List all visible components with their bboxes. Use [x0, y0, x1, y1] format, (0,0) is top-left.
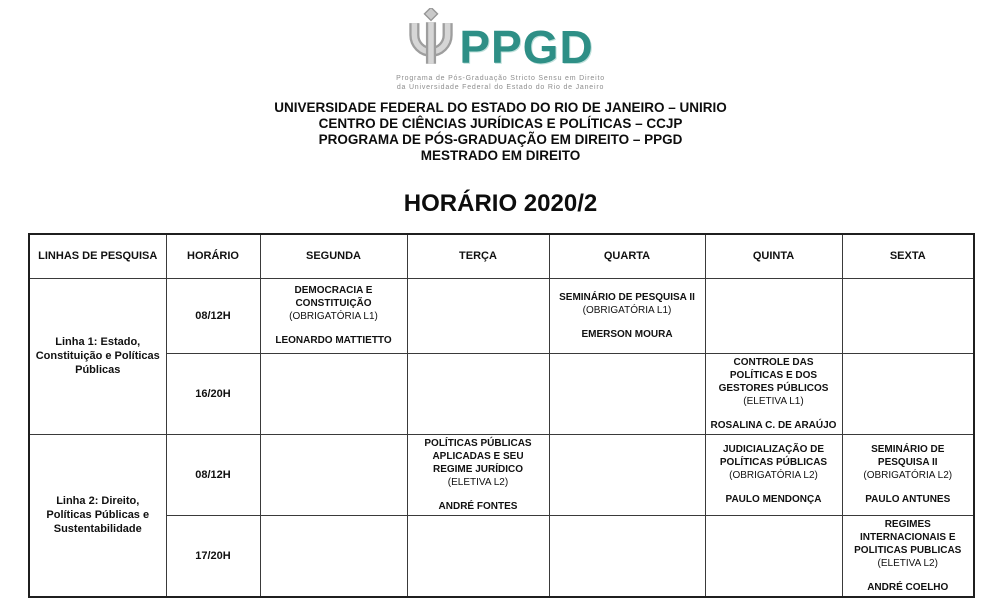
col-header-linhas: LINHAS DE PESQUISA [29, 234, 166, 278]
col-header-terca: TERÇA [407, 234, 549, 278]
linha2-cell: Linha 2: Direito, Políticas Públicas e Sustentabilidade [29, 434, 166, 597]
schedule-cell-terca [407, 353, 549, 434]
professor-name: LEONARDO MATTIETTO [275, 335, 392, 346]
col-header-segunda: SEGUNDA [260, 234, 407, 278]
unirio-logo-icon [407, 8, 455, 71]
header-degree: MESTRADO EM DIREITO [420, 148, 581, 163]
schedule-cell-segunda [260, 434, 407, 515]
schedule-cell-terca [407, 515, 549, 597]
table-row [29, 434, 974, 515]
schedule-cell-sexta [842, 278, 974, 353]
course-kind: (OBRIGATÓRIA L2) [729, 470, 818, 481]
header-program: PROGRAMA DE PÓS-GRADUAÇÃO EM DIREITO – PPGD [318, 132, 683, 147]
schedule-cell-sexta [842, 353, 974, 434]
col-header-horario: HORÁRIO [166, 234, 260, 278]
course-name: REGIMES INTERNACIONAIS E POLITICAS PUBLICAS [854, 518, 962, 556]
course-kind: (OBRIGATÓRIA L2) [863, 470, 953, 481]
schedule-cell-quarta [549, 278, 705, 353]
professor-name: ANDRÉ COELHO [867, 581, 949, 593]
institution-header [0, 100, 1001, 164]
table-row [29, 353, 974, 434]
schedule-cell-quarta [549, 353, 705, 434]
page-title: HORÁRIO 2020/2 [403, 190, 598, 217]
col-header-sexta: SEXTA [842, 234, 974, 278]
table-row [29, 515, 974, 597]
horario-cell: 08/12H [166, 278, 260, 353]
schedule-table [28, 233, 975, 598]
course-kind: (OBRIGATÓRIA L1) [289, 311, 378, 322]
course-name: JUDICIALIZAÇÃO DE POLÍTICAS PÚBLICAS [719, 444, 828, 468]
horario-cell: 16/20H [166, 353, 260, 434]
schedule-cell-sexta [842, 434, 974, 515]
course-kind: (OBRIGATÓRIA L1) [582, 304, 672, 316]
header-center: CENTRO DE CIÊNCIAS JURÍDICAS E POLÍTICAS – CCJP [318, 116, 683, 131]
professor-name: ROSALINA C. DE ARAÚJO [710, 419, 837, 431]
table-header-row [29, 234, 974, 278]
schedule-cell-segunda [260, 515, 407, 597]
logo-subtitle-line2: da Universidade Federal do Estado do Rio de Janeiro [396, 84, 605, 91]
schedule-cell-quinta [705, 353, 842, 434]
schedule-cell-quarta [549, 434, 705, 515]
professor-name: ANDRÉ FONTES [438, 500, 518, 512]
logo-acronym: PPGD [459, 21, 594, 73]
schedule-cell-sexta [842, 515, 974, 597]
ppgd-logo [0, 8, 1001, 92]
schedule-cell-segunda [260, 353, 407, 434]
professor-name: PAULO MENDONÇA [725, 494, 822, 505]
col-header-quarta: QUARTA [549, 234, 705, 278]
schedule-cell-segunda [260, 278, 407, 353]
schedule-cell-quinta [705, 434, 842, 515]
schedule-cell-terca [407, 434, 549, 515]
table-row [29, 278, 974, 353]
schedule-cell-quinta [705, 515, 842, 597]
schedule-cell-quarta [549, 515, 705, 597]
course-kind: (ELETIVA L1) [743, 395, 804, 407]
schedule-cell-terca [407, 278, 549, 353]
course-name: POLÍTICAS PÚBLICAS APLICADAS E SEU REGIME JURÍDICO [424, 437, 532, 475]
course-kind: (ELETIVA L2) [877, 557, 938, 569]
professor-name: PAULO ANTUNES [865, 494, 951, 505]
header-university: UNIVERSIDADE FEDERAL DO ESTADO DO RIO DE JANEIRO – UNIRIO [274, 100, 727, 115]
horario-cell: 17/20H [166, 515, 260, 597]
linha1-cell: Linha 1: Estado, Constituição e Políticas Públicas [29, 278, 166, 434]
horario-cell: 08/12H [166, 434, 260, 515]
col-header-quinta: QUINTA [705, 234, 842, 278]
course-name: DEMOCRACIA E CONSTITUIÇÃO [294, 285, 373, 309]
course-name: SEMINÁRIO DE PESQUISA II [559, 291, 695, 303]
course-name: SEMINÁRIO DE PESQUISA II [871, 444, 945, 468]
course-kind: (ELETIVA L2) [447, 476, 509, 488]
logo-subtitle-line1: Programa de Pós-Graduação Stricto Sensu em Direito [396, 75, 605, 82]
schedule-cell-quinta [705, 278, 842, 353]
professor-name: EMERSON MOURA [581, 328, 673, 340]
course-name: CONTROLE DAS POLÍTICAS E DOS GESTORES PÚBLICOS [718, 356, 829, 394]
